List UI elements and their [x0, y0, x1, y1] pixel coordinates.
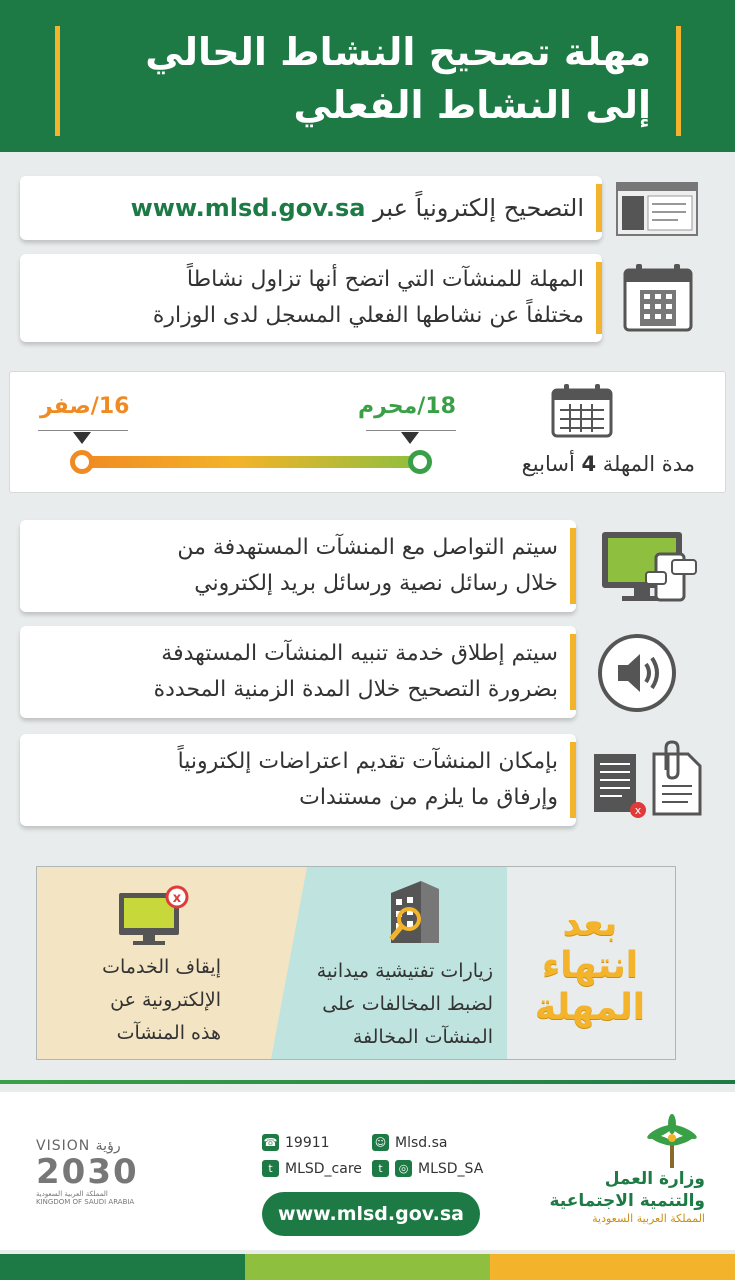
vision-2030-logo — [36, 1138, 146, 1206]
card-accent — [570, 634, 576, 710]
twitter-care-contact[interactable] — [262, 1160, 362, 1177]
twitter-sa-handle: MLSD_SA — [418, 1160, 484, 1177]
timeline-progress-bar — [82, 456, 422, 468]
grace-period-timeline — [10, 372, 725, 492]
objections-line-2: وإرفاق ما يلزم من مستندات — [299, 785, 558, 810]
ministry-name-1: وزارة العمل — [604, 1169, 705, 1189]
deadline-line-2: مختلفاً عن نشاطها الفعلي المسجل لدى الوزارة — [152, 303, 584, 328]
suspend-line-2: الإلكترونية عن — [110, 989, 221, 1011]
timeline-end-label: 18/محرم — [358, 394, 456, 419]
contact-line-2: خلال رسائل نصية ورسائل بريد إلكتروني — [194, 571, 558, 596]
inspection-line-3: المنشآت المخالفة — [352, 1026, 493, 1048]
after-deadline-panel — [36, 866, 676, 1060]
ministry-country: المملكة العربية السعودية — [592, 1212, 705, 1225]
monitor-disabled-icon — [115, 885, 195, 947]
vision-ar: المملكة العربية السعودية — [36, 1190, 108, 1198]
panel-divider-shape-top — [271, 867, 307, 1059]
timeline-end-marker — [401, 432, 419, 444]
objections-line-1: بإمكان المنشآت تقديم اعتراضات إلكترونياً — [177, 749, 558, 774]
alert-text — [38, 626, 558, 718]
inspection-visits-section — [307, 867, 507, 1059]
card-accent — [596, 262, 602, 334]
twitter-care-handle: MLSD_care — [285, 1160, 362, 1177]
twitter-icon: t — [262, 1160, 279, 1177]
instagram-icon: ◎ — [395, 1160, 412, 1177]
online-correction-text — [38, 176, 584, 240]
snapchat-icon: ☺ — [372, 1134, 389, 1151]
strip-green — [0, 1254, 245, 1280]
title-line-2: إلى النشاط الفعلي — [293, 83, 651, 127]
documents-attachment-icon — [592, 740, 704, 820]
calendar-icon — [550, 382, 614, 438]
heading-line-3: المهلة — [534, 987, 646, 1028]
browser-window-icon — [616, 182, 698, 236]
inspection-line-2: لضبط المخالفات على — [322, 993, 493, 1015]
website-link-button[interactable]: www.mlsd.gov.sa — [262, 1192, 480, 1236]
alert-service-card — [20, 626, 576, 718]
objections-text — [38, 734, 558, 826]
devices-message-icon — [600, 528, 698, 604]
snapchat-contact[interactable] — [372, 1134, 447, 1151]
vision-en: KINGDOM OF SAUDI ARABIA — [36, 1198, 135, 1206]
footer-divider — [0, 1080, 735, 1084]
svg-text:x: x — [634, 804, 642, 817]
inspection-visits-text — [303, 955, 493, 1054]
ministry-logo-text — [525, 1120, 705, 1225]
contact-text — [38, 520, 558, 612]
duration-suffix: أسابيع — [521, 452, 575, 476]
timeline-start-underline — [38, 430, 128, 431]
alert-line-1: سيتم إطلاق خدمة تنبيه المنشآت المستهدفة — [161, 641, 558, 666]
title-line-1: مهلة تصحيح النشاط الحالي — [145, 30, 651, 74]
header-accent-left — [55, 26, 60, 136]
card-accent — [596, 184, 602, 232]
calendar-building-icon — [622, 262, 694, 334]
suspend-services-section — [37, 867, 271, 1059]
online-correction-card — [20, 176, 602, 240]
deadline-description-card — [20, 254, 602, 342]
contact-notice-card — [20, 520, 576, 612]
timeline-start-dot — [70, 450, 94, 474]
header-accent-right — [676, 26, 681, 136]
after-deadline-heading-section — [507, 867, 675, 1059]
card-accent — [570, 528, 576, 604]
header-frame — [55, 26, 681, 136]
timeline-start-marker — [73, 432, 91, 444]
suspend-services-text — [61, 951, 221, 1050]
suspend-line-3: هذه المنشآت — [116, 1022, 221, 1044]
phone-contact[interactable] — [262, 1134, 330, 1151]
online-correction-url[interactable]: www.mlsd.gov.sa — [130, 194, 366, 222]
page-title — [91, 26, 651, 132]
phone-icon: ☎ — [263, 1136, 278, 1149]
ministry-name-2: والتنمية الاجتماعية — [549, 1191, 705, 1211]
deadline-line-1: المهلة للمنشآت التي اتضح أنها تزاول نشاطاً — [186, 267, 584, 292]
timeline-duration — [522, 452, 695, 476]
building-magnifier-icon — [381, 877, 451, 951]
speaker-icon — [596, 632, 678, 714]
after-deadline-heading — [525, 903, 655, 1029]
timeline-end-underline — [366, 430, 456, 431]
svg-text:x: x — [172, 891, 182, 906]
snapchat-handle: Mlsd.sa — [395, 1134, 448, 1151]
suspend-line-1: إيقاف الخدمات — [102, 956, 221, 978]
timeline-end-dot — [408, 450, 432, 474]
header-banner — [0, 0, 735, 152]
contact-line-1: سيتم التواصل مع المنشآت المستهدفة من — [177, 535, 558, 560]
bottom-color-strip — [0, 1254, 735, 1280]
twitter-icon: t — [372, 1160, 389, 1177]
heading-line-2: انتهاء — [541, 945, 639, 986]
phone-number: 19911 — [285, 1134, 330, 1151]
heading-line-1: بعد — [562, 903, 618, 944]
duration-value: 4 — [581, 452, 597, 476]
inspection-line-1: زيارات تفتيشية ميدانية — [316, 960, 493, 982]
timeline-start-label: 16/صفر — [40, 394, 130, 419]
vision-year: 2030 — [36, 1152, 139, 1192]
twitter-instagram-contact[interactable] — [372, 1160, 483, 1177]
duration-prefix: مدة المهلة — [602, 452, 695, 476]
strip-light-green — [245, 1254, 490, 1280]
strip-yellow — [490, 1254, 735, 1280]
online-correction-line — [38, 190, 584, 226]
card-accent — [570, 742, 576, 818]
alert-line-2: بضرورة التصحيح خلال المدة الزمنية المحددة — [153, 677, 558, 702]
online-correction-prefix: التصحيح إلكترونياً عبر — [373, 194, 584, 222]
vision-label: VISION رؤية — [36, 1138, 121, 1154]
objections-card — [20, 734, 576, 826]
deadline-text — [38, 254, 584, 342]
